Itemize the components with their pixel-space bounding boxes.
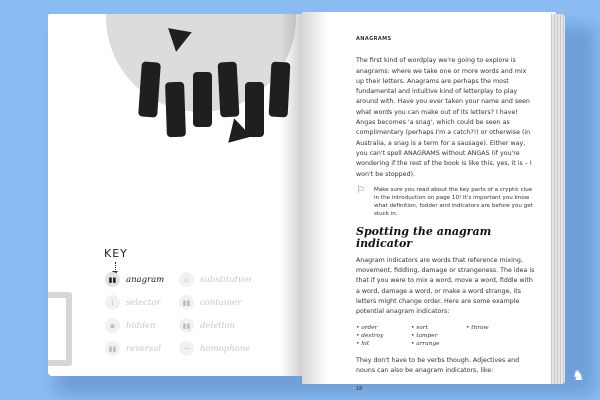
list-item: • arrange — [411, 340, 440, 347]
substitution-icon: ▫ — [179, 272, 194, 287]
hidden-icon: ▪ — [105, 318, 120, 333]
homophone-icon: ~ — [179, 341, 194, 356]
key-item-deletion: ▮▮ deletion — [179, 318, 235, 333]
key-item-anagram: ▮▮ anagram — [105, 272, 164, 287]
page-edges — [551, 14, 565, 384]
tab-bracket — [48, 292, 72, 366]
list-item: • hit — [356, 340, 370, 347]
key-title: KEY — [104, 247, 128, 260]
key-item-container: ▮▮ container — [179, 295, 241, 310]
list-item: • tamper — [411, 332, 438, 339]
note — [356, 186, 536, 218]
key-item-selector: i selector — [105, 295, 161, 310]
griffin-logo-icon: ♞ — [572, 368, 585, 384]
selector-icon: i — [105, 295, 120, 310]
list-item: • throw — [466, 324, 489, 331]
list-item: • order — [356, 324, 378, 331]
key-item-homophone: ~ homophone — [179, 341, 250, 356]
intro-paragraph: The first kind of wordplay we're going to explore is anagrams: where we take one or more words and mix up their letters. Anagrams are perhaps the most fundamental and intuitive kind of letterplay to play around with. Have you ever taken your name and seen what words you can make out of its letters? I have! Angas becomes 'a snag', which could be seen as complimentary (perhaps I'm a catch?!) or otherwise (in Australia, a snag is a term for a sausage). Either way, you can't spell ANAGRAMS without ANGAS (if you're wondering if the rest of the book is like this, yes, it is – I won't be stopped). — [356, 57, 532, 178]
running-head: ANAGRAMS — [356, 36, 392, 42]
left-page — [48, 14, 302, 376]
section-heading: Spotting the anagram indicator — [356, 224, 492, 250]
note-text: Make sure you read about the key parts of a cryptic clue in the introduction on page 10! It's important you know what definition, fodder and indicators are before you get stuck in. — [374, 186, 533, 217]
key-item-reversal: ▮▮ reversal — [105, 341, 161, 356]
page-number: 18 — [356, 386, 363, 393]
right-page-content — [356, 34, 536, 395]
anagram-icon: ▮▮ — [105, 272, 120, 287]
container-icon: ▮▮ — [179, 295, 194, 310]
closing-paragraph: They don't have to be verbs though. Adjectives and nouns can also be anagram indicators, like: — [356, 356, 520, 374]
key-item-substitution: ▫ substitution — [179, 272, 251, 287]
reversal-icon: ▮▮ — [105, 341, 120, 356]
list-item: • destroy — [356, 332, 384, 339]
key-item-hidden: ▪ hidden — [105, 318, 156, 333]
deletion-icon: ▮▮ — [179, 318, 194, 333]
list-item: • sort — [411, 324, 428, 331]
body-paragraph: Anagram indicators are words that reference mixing, movement, fiddling, damage or strangeness. The idea is that if you were to mix a word, move a word, fiddle with a word, damage a word, or make a word strange, its letters might change order. Here are some example potential anagram indicators: — [356, 256, 535, 316]
flag-icon: ⚐ — [356, 184, 365, 196]
indicator-list — [356, 324, 536, 348]
